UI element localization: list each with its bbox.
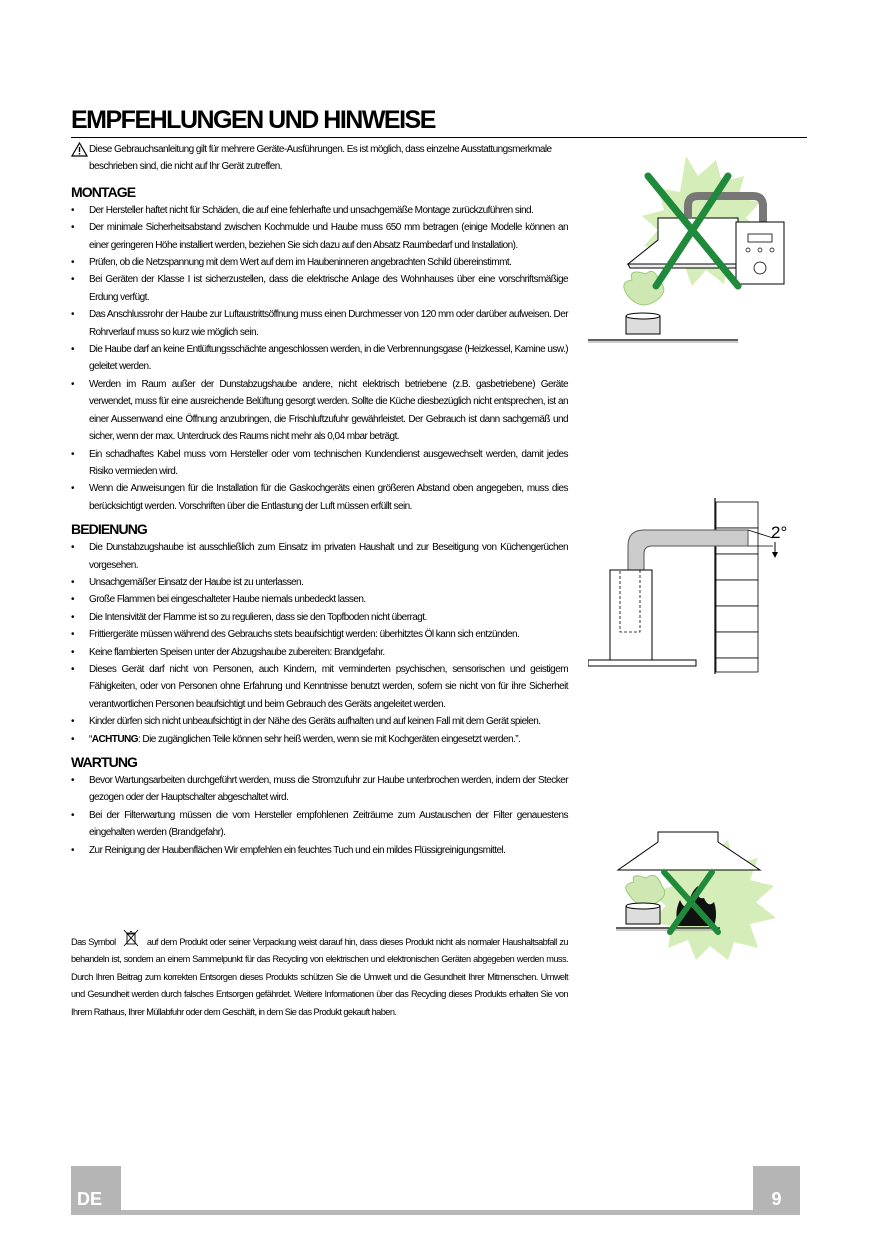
list-item bbox=[71, 626, 568, 643]
list-item bbox=[71, 609, 568, 626]
list-item bbox=[71, 306, 568, 341]
item-text: Der minimale Sicherheitsabstand zwischen Kochmulde und Haube muss 650 mm betragen (einige Modelle können an einer geringeren Höhe installiert werden, beziehen Sie sich dazu auf den Absatz Raumbedarf und Installation). bbox=[89, 222, 568, 251]
item-text: Große Flammen bei eingeschalteter Haube niemals unbedeckt lassen. bbox=[89, 594, 366, 606]
bullet: • bbox=[71, 809, 74, 821]
list-item bbox=[71, 271, 568, 306]
list-item bbox=[71, 202, 568, 219]
quote-open: “ bbox=[89, 733, 92, 745]
heading-bedienung: BEDIENUNG bbox=[71, 521, 147, 538]
page-title: EMPFEHLUNGEN UND HINWEISE bbox=[71, 106, 435, 134]
bullet: • bbox=[71, 274, 74, 286]
list-montage bbox=[71, 202, 568, 515]
list-item bbox=[71, 591, 568, 608]
bullet: • bbox=[71, 844, 74, 856]
item-text: Werden im Raum außer der Dunstabzugshaube andere, nicht elektrisch betriebene (z.B. gasbetriebene) Geräte verwendet, muss für eine ausreichende Belüftung gesorgt werden. Sollte die Küche diesbezüglich nicht entsprechen, ist an einer Aussenwand eine Öffnung anzubringen, die Frischluftzufuhr gewährleistet. Der Gebrauch ist dann sachgemäß und sicher, wenn der max. Unterdruck des Raums nicht mehr als 0,04 mbar beträgt. bbox=[89, 378, 568, 443]
item-text: Frittiergeräte müssen während des Gebrauchs stets beaufsichtigt werden: überhitztes Öl kann sich entzünden. bbox=[89, 629, 520, 641]
footer-bar bbox=[71, 1210, 800, 1215]
bullet: • bbox=[71, 629, 74, 641]
list-item bbox=[71, 644, 568, 661]
list-item bbox=[71, 574, 568, 591]
bullet: • bbox=[71, 222, 74, 234]
item-text: Dieses Gerät darf nicht von Personen, auch Kindern, mit verminderten psychischen, sensorischen und geistigem Fähigkeiten, oder von Personen ohne Erfahrung und Kenntnisse benutzt werden, sofern sie nicht von für ihre Sicherheit verantwortlichen Personen beaufsichtigt und beim Gebrauch des Geräts angeleitet werden. bbox=[89, 663, 568, 710]
item-text: Prüfen, ob die Netzspannung mit dem Wert auf dem im Haubeninneren angebrachten Schild übereinstimmt. bbox=[89, 257, 512, 269]
item-text: Keine flambierten Speisen unter der Abzugshaube zubereiten: Brandgefahr. bbox=[89, 646, 385, 658]
main-column bbox=[71, 141, 568, 859]
crossed-bin-icon bbox=[120, 929, 142, 947]
bullet: • bbox=[71, 448, 74, 460]
title-rule bbox=[71, 137, 807, 138]
page-number-box bbox=[753, 1166, 800, 1215]
weee-text-after: auf dem Produkt oder seiner Verpackung weist darauf hin, dass dieses Produkt nicht als normaler Haushaltsabfall zu behandeln ist, sondern an einem Sammelpunkt für das Recycling von elektrischen und elektronischen Geräten abgegeben werden muss. Durch Ihren Beitrag zum korrekten Entsorgen dieses Produkts schützen Sie die Umwelt und die Gesundheit Ihrer Mitmenschen. Umwelt und Gesundheit werden durch falsches Entsorgen gefährdet. Weitere Informationen über das Recycling dieses Produkts erhalten Sie von Ihrem Rathaus, Ihrer Müllabfuhr oder dem Geschäft, in dem Sie das Produkt gekauft haben. bbox=[71, 937, 568, 1017]
figure-duct-slope bbox=[588, 494, 800, 678]
bullet: • bbox=[71, 775, 74, 786]
heading-wartung: WARTUNG bbox=[71, 754, 138, 770]
bullet: • bbox=[71, 344, 74, 356]
figure-hood-warning bbox=[588, 146, 800, 352]
warning-triangle-icon bbox=[71, 142, 88, 157]
angle-label: 2° bbox=[771, 523, 788, 542]
list-item bbox=[71, 842, 568, 859]
list-item bbox=[71, 254, 568, 271]
figure-flame-warning bbox=[588, 828, 800, 960]
list-item bbox=[71, 772, 568, 807]
item-text: Unsachgemäßer Einsatz der Haube ist zu unterlassen. bbox=[89, 576, 304, 588]
language-code: DE bbox=[77, 1189, 103, 1209]
intro-note bbox=[71, 141, 568, 176]
item-text: Bei Geräten der Klasse I ist sicherzustellen, dass die elektrische Anlage des Wohnhauses über eine vorschriftsmäßige Erdung verfügt. bbox=[89, 274, 568, 303]
item-text: Zur Reinigung der Haubenflächen Wir empfehlen ein feuchtes Tuch und ein mildes Flüssigreinigungsmittel. bbox=[89, 844, 506, 856]
list-item bbox=[71, 376, 568, 446]
achtung-label: ACHTUNG bbox=[91, 733, 138, 745]
weee-text-before: Das Symbol bbox=[71, 937, 116, 947]
item-text: Bevor Wartungsarbeiten durchgeführt werden, muss die Stromzufuhr zur Haube unterbrochen werden, indem der Stecker gezogen oder der Hauptschalter abgeschaltet wird. bbox=[89, 775, 568, 804]
bullet: • bbox=[71, 257, 74, 269]
list-wartung bbox=[71, 772, 568, 859]
item-text: Wenn die Anweisungen für die Installation für die Gaskochgeräts einen größeren Abstand oben angegeben, muss dies berücksichtigt werden. Vorschriften über die Entlastung der Luft müssen erfüllt sein. bbox=[89, 483, 568, 512]
bullet: • bbox=[71, 646, 74, 658]
bullet: • bbox=[71, 483, 74, 495]
list-item bbox=[71, 219, 568, 254]
bullet: • bbox=[71, 576, 74, 588]
list-item bbox=[71, 807, 568, 842]
bullet: • bbox=[71, 309, 74, 321]
bullet: • bbox=[71, 542, 74, 554]
weee-note bbox=[71, 929, 568, 1021]
item-text: Der Hersteller haftet nicht für Schäden, die auf eine fehlerhafte und unsachgemäße Montage zurückzuführen sind. bbox=[89, 204, 534, 216]
bullet: • bbox=[71, 663, 74, 675]
item-text: Die Intensivität der Flamme ist so zu regulieren, dass sie den Topfboden nicht überragt. bbox=[89, 611, 427, 623]
bullet: • bbox=[71, 611, 74, 623]
item-text: : Die zugänglichen Teile können sehr heiß werden, wenn sie mit Kochgeräten eingesetzt werden.”. bbox=[137, 733, 521, 745]
item-text: Bei der Filterwartung müssen die vom Hersteller empfohlenen Zeiträume zum Austauschen der Filter genauestens eingehalten werden (Brandgefahr). bbox=[89, 809, 568, 839]
item-text: Die Haube darf an keine Entlüftungsschächte angeschlossen werden, in die Verbrennungsgase (Heizkessel, Kamine usw.) geleitet werden. bbox=[89, 344, 568, 373]
bullet: • bbox=[71, 716, 74, 728]
bullet: • bbox=[71, 594, 74, 606]
list-bedienung bbox=[71, 539, 568, 748]
list-item bbox=[71, 539, 568, 574]
list-item bbox=[71, 446, 568, 481]
list-item bbox=[71, 480, 568, 515]
intro-text: Diese Gebrauchsanleitung gilt für mehrere Geräte-Ausführungen. Es ist möglich, dass einzelne Ausstattungsmerkmale beschrieben sind, die nicht auf Ihr Gerät zutreffen. bbox=[89, 144, 552, 173]
item-text: Ein schadhaftes Kabel muss vom Hersteller oder vom technischen Kundendienst ausgewechselt werden, damit jedes Risiko vermieden wird. bbox=[89, 448, 568, 477]
page-number: 9 bbox=[771, 1189, 782, 1209]
heading-montage: MONTAGE bbox=[71, 183, 136, 200]
bullet: • bbox=[71, 733, 74, 745]
item-text: Das Anschlussrohr der Haube zur Luftaustrittsöffnung muss einen Durchmesser von 120 mm oder darüber aufweisen. Der Rohrverlauf muss so kurz wie möglich sein. bbox=[89, 309, 568, 338]
list-item bbox=[71, 713, 568, 730]
list-item bbox=[71, 731, 568, 748]
bullet: • bbox=[71, 378, 74, 390]
list-item bbox=[71, 661, 568, 713]
item-text: Die Dunstabzugshaube ist ausschließlich zum Einsatz im privaten Haushalt und zur Beseitigung von Küchengerüchen vorgesehen. bbox=[89, 542, 568, 571]
list-item bbox=[71, 341, 568, 376]
item-text: Kinder dürfen sich nicht unbeaufsichtigt in der Nähe des Geräts aufhalten und auf keinen Fall mit dem Gerät spielen. bbox=[89, 716, 541, 728]
language-tab bbox=[71, 1166, 121, 1215]
bullet: • bbox=[71, 204, 74, 216]
